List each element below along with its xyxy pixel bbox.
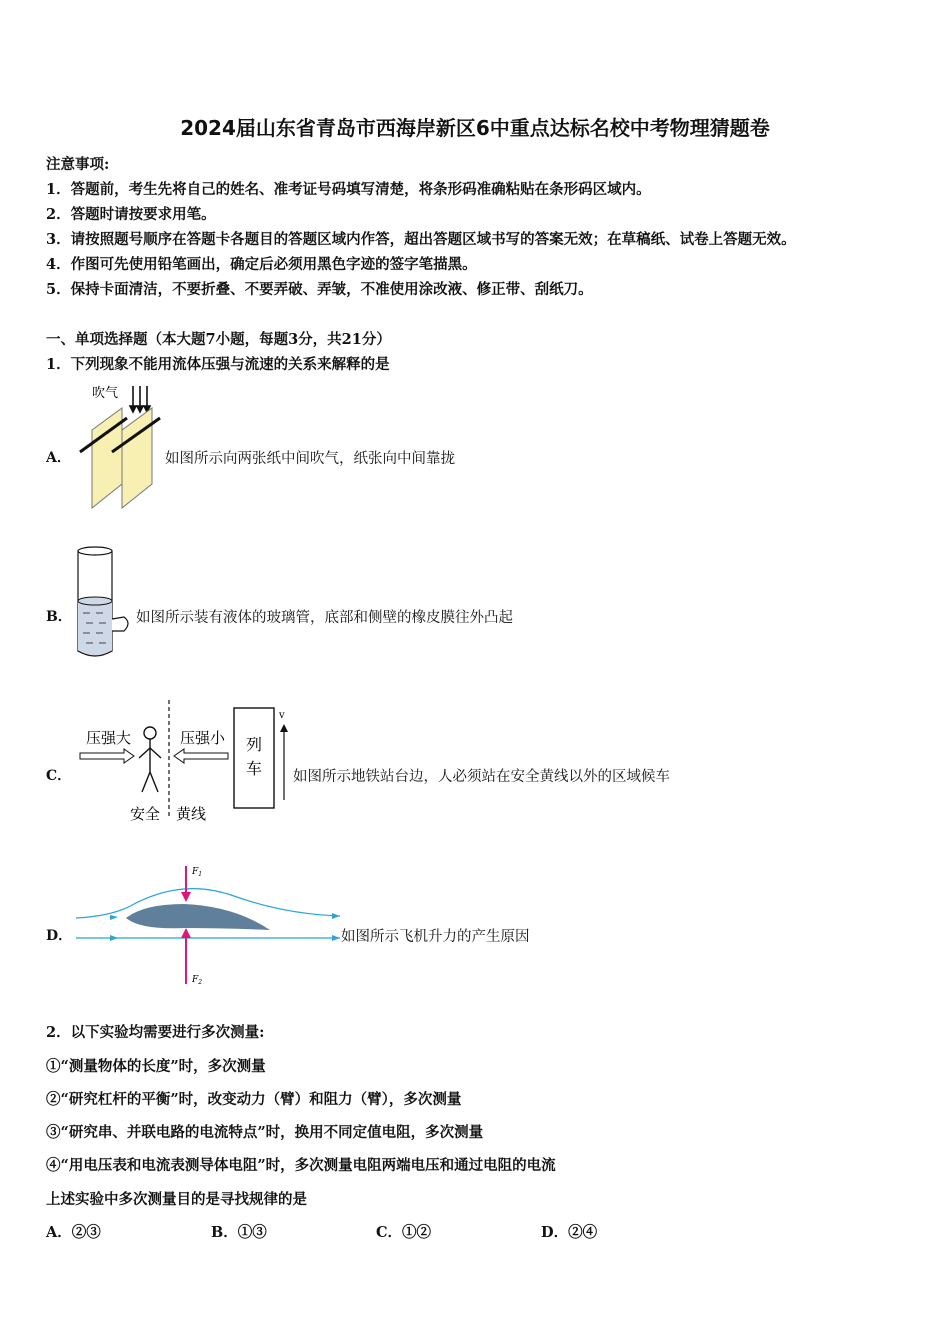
notice-item: 5．保持卡面清洁，不要折叠、不要弄破、弄皱，不准使用涂改液、修正带、刮纸刀。 <box>46 281 593 298</box>
q2-choice-b: B．①③ <box>211 1224 267 1241</box>
option-b-label: B． <box>46 609 72 625</box>
airflow-arrows <box>130 386 150 412</box>
q2-choice-d: D．②④ <box>541 1224 598 1241</box>
paper-left <box>92 408 122 508</box>
notice-item: 1．答题前，考生先将自己的姓名、准考证号码填写清楚，将条形码准确粘贴在条形码区域内。 <box>46 181 651 198</box>
notice-heading: 注意事项: <box>46 156 110 173</box>
right-arrow-icon <box>80 749 134 763</box>
bottom-membrane <box>78 651 112 656</box>
train-char-2: 车 <box>246 759 263 778</box>
option-b-text: 如图所示装有液体的玻璃管，底部和侧壁的橡皮膜往外凸起 <box>136 610 513 626</box>
wing-shape <box>126 904 270 930</box>
train-char-1: 列 <box>246 735 263 754</box>
safe-label: 安全 <box>130 805 161 823</box>
q2-item: ③“研究串、并联电路的电流特点”时，换用不同定值电阻，多次测量 <box>46 1124 484 1141</box>
option-c-label: C． <box>46 768 72 784</box>
subway-platform-figure <box>76 700 291 828</box>
option-d-label: D． <box>46 928 73 944</box>
blow-label: 吹气 <box>92 386 119 401</box>
high-pressure-label: 压强大 <box>86 729 132 747</box>
f1-label: $F_1$ <box>192 867 203 878</box>
notice-item: 4．作图可先使用铅笔画出，确定后必须用黑色字迹的签字笔描黑。 <box>46 256 477 273</box>
option-c-text: 如图所示地铁站台边，人必须站在安全黄线以外的区域候车 <box>293 769 670 785</box>
question-2-stem: 2．以下实验均需要进行多次测量: <box>46 1024 265 1041</box>
liquid <box>78 601 112 651</box>
q2-item: ②“研究杠杆的平衡”时，改变动力（臂）和阻力（臂），多次测量 <box>46 1091 462 1108</box>
q2-choice-a: A．②③ <box>46 1224 101 1241</box>
option-d-text: 如图所示飞机升力的产生原因 <box>341 929 530 945</box>
q2-item: ①“测量物体的长度”时，多次测量 <box>46 1058 266 1075</box>
train-box <box>234 708 274 808</box>
option-a-text: 如图所示向两张纸中间吹气，纸张向中间靠拢 <box>165 451 455 467</box>
low-pressure-label: 压强小 <box>180 729 226 747</box>
glass-tube-figure <box>72 543 137 663</box>
side-membrane <box>112 617 128 631</box>
f2-label: $F_2$ <box>192 975 203 986</box>
velocity-label: v <box>279 710 285 721</box>
notice-item: 3．请按照题号顺序在答题卡各题目的答题区域内作答，超出答题区域书写的答案无效；在草稿纸、试卷上答题无效。 <box>46 231 796 248</box>
notice-item: 2．答题时请按要求用笔。 <box>46 206 216 223</box>
person-icon <box>139 727 161 792</box>
page-title: 2024届山东省青岛市西海岸新区6中重点达标名校中考物理猜题卷 <box>180 116 770 140</box>
line-label: 黄线 <box>176 805 207 823</box>
paper-blow-figure <box>70 380 170 510</box>
paper-right <box>122 408 152 508</box>
q2-choice-c: C．①② <box>376 1224 432 1241</box>
question-1-stem: 1．下列现象不能用流体压强与流速的关系来解释的是 <box>46 356 390 373</box>
velocity-arrow-icon <box>280 724 288 732</box>
q2-item: ④“用电压表和电流表测导体电阻”时，多次测量电阻两端电压和通过电阻的电流 <box>46 1157 556 1174</box>
left-arrow-icon <box>174 749 228 763</box>
airfoil-figure <box>74 860 344 990</box>
down-arrow-icon <box>181 892 191 902</box>
option-a-label: A． <box>46 450 71 466</box>
section-heading: 一、单项选择题（本大题7小题，每题3分，共21分） <box>46 331 391 348</box>
up-arrow-icon <box>181 928 191 938</box>
q2-question: 上述实验中多次测量目的是寻找规律的是 <box>46 1191 307 1208</box>
